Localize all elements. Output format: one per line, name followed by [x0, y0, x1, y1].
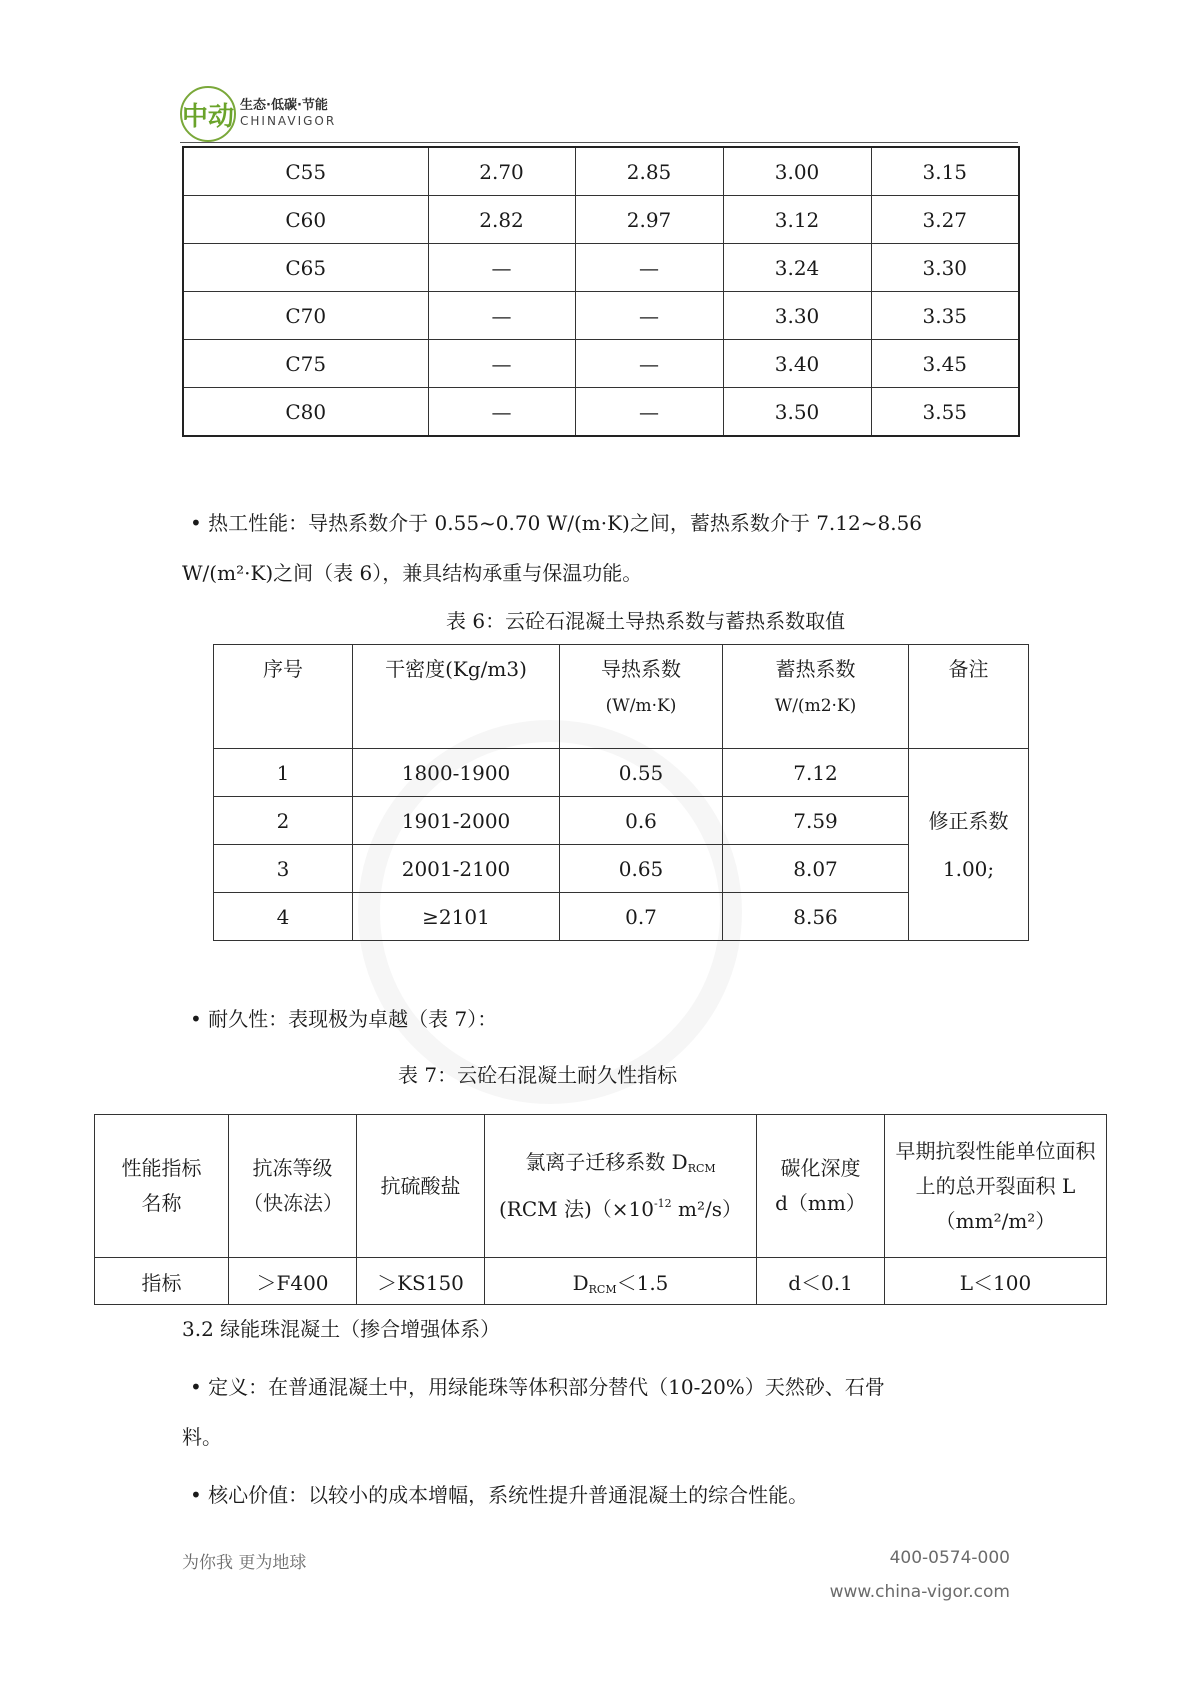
header-note: 备注 [909, 645, 1029, 749]
table-cell: C65 [183, 244, 428, 292]
header-conductivity-label: 导热系数 [601, 657, 681, 681]
header-carbonation [757, 1115, 885, 1258]
bullet-icon: • [190, 1375, 202, 1399]
table-cell: 3.00 [723, 147, 871, 196]
logo-text: 中动 [182, 102, 235, 132]
table-cell: C60 [183, 196, 428, 244]
table-header-row [95, 1115, 1107, 1258]
table-cell: 3.30 [723, 292, 871, 340]
table-cell: — [428, 340, 575, 388]
table-row [183, 244, 1019, 292]
table-row [183, 147, 1019, 196]
table-cell: 3.12 [723, 196, 871, 244]
table-cell: 7.59 [723, 797, 909, 845]
definition-paragraph-cont: 料。 [182, 1425, 222, 1449]
bullet-icon: • [190, 1007, 202, 1031]
header-chloride-unit-b: m²/s） [671, 1197, 743, 1221]
header-divider [180, 142, 1018, 143]
table-cell: — [428, 388, 575, 437]
table-cell: 4 [214, 893, 353, 941]
table-cell: 7.12 [723, 749, 909, 797]
table-cell: 0.7 [560, 893, 723, 941]
header-carbonation-label: 碳化深度 [780, 1156, 861, 1180]
table-cell: 0.65 [560, 845, 723, 893]
header-metric-name: 性能指标名称 [95, 1115, 229, 1258]
strength-table-continued [182, 146, 1020, 437]
header-conductivity [560, 645, 723, 749]
table-cell: — [575, 292, 723, 340]
table-row [95, 1258, 1107, 1305]
bullet-icon: • [190, 1483, 202, 1507]
table-cell: 2001-2100 [353, 845, 560, 893]
table-row [214, 797, 1029, 845]
table-cell: 8.56 [723, 893, 909, 941]
header-carbonation-unit: d（mm） [775, 1191, 866, 1215]
header-crack: 早期抗裂性能单位面积上的总开裂面积 L（mm²/m²） [885, 1115, 1107, 1258]
table-cell: 3.40 [723, 340, 871, 388]
value-chloride-sub: RCM [588, 1282, 617, 1296]
definition-line1: 定义：在普通混凝土中，用绿能珠等体积部分替代（10-20%）天然砂、石骨 [208, 1375, 885, 1399]
table-cell: C80 [183, 388, 428, 437]
header-chloride-unit-a: (RCM 法)（×10 [498, 1197, 654, 1221]
company-logo [180, 86, 236, 142]
header-storage [723, 645, 909, 749]
core-value-paragraph [190, 1482, 1040, 1508]
durability-paragraph [190, 1006, 497, 1032]
table-cell: 0.55 [560, 749, 723, 797]
table-cell: 3.27 [871, 196, 1019, 244]
table-cell: 2.82 [428, 196, 575, 244]
header-slogan: 生态·低碳·节能 [240, 98, 328, 113]
table-row [183, 292, 1019, 340]
table-row [183, 340, 1019, 388]
header-storage-label: 蓄热系数 [775, 657, 856, 681]
header-density: 干密度(Kg/m3) [353, 645, 560, 749]
table-cell: 3.30 [871, 244, 1019, 292]
thermal-paragraph-cont: W/(m²·K)之间（表 6），兼具结构承重与保温功能。 [182, 561, 643, 585]
table-cell: 3.55 [871, 388, 1019, 437]
table-row [183, 388, 1019, 437]
table-cell: — [428, 244, 575, 292]
header-brand: CHINAVIGOR [240, 114, 337, 128]
table-cell: — [428, 292, 575, 340]
table-cell: 2.85 [575, 147, 723, 196]
table-row [183, 196, 1019, 244]
table-cell: ≥2101 [353, 893, 560, 941]
table-cell: 2.97 [575, 196, 723, 244]
footer-phone: 400-0574-000 [889, 1548, 1010, 1568]
table-cell: 3.50 [723, 388, 871, 437]
value-carbonation: d＜0.1 [757, 1258, 885, 1305]
table-cell: — [575, 340, 723, 388]
value-crack: L＜100 [885, 1258, 1107, 1305]
table7-caption: 表 7：云砼石混凝土耐久性指标 [398, 1063, 678, 1087]
table-cell: 0.6 [560, 797, 723, 845]
value-sulfate: ＞KS150 [357, 1258, 485, 1305]
header-conductivity-unit: (W/m·K) [605, 696, 677, 716]
durability-table [94, 1114, 1107, 1305]
thermal-line1: 热工性能：导热系数介于 0.55~0.70 W/(m·K)之间，蓄热系数介于 7.12~8.56 [208, 511, 923, 535]
table-cell: 1901-2000 [353, 797, 560, 845]
header-storage-unit: W/(m2·K) [774, 696, 857, 716]
table-cell: C55 [183, 147, 428, 196]
table-cell: 3.45 [871, 340, 1019, 388]
table-cell: 2.70 [428, 147, 575, 196]
value-freeze: ＞F400 [229, 1258, 357, 1305]
table-cell: — [575, 388, 723, 437]
table-cell: C70 [183, 292, 428, 340]
table-row [214, 749, 1029, 797]
header-chloride-sub: RCM [687, 1162, 716, 1175]
table-cell: 3.24 [723, 244, 871, 292]
table-row [214, 845, 1029, 893]
table-cell: 1 [214, 749, 353, 797]
footer-tagline: 为你我 更为地球 [182, 1553, 307, 1573]
table6-caption: 表 6：云砼石混凝土导热系数与蓄热系数取值 [446, 609, 846, 633]
table-cell: — [575, 244, 723, 292]
row-label: 指标 [95, 1258, 229, 1305]
header-freeze: 抗冻等级（快冻法） [229, 1115, 357, 1258]
note-line1: 修正系数 [928, 808, 1009, 833]
footer-website[interactable]: www.china-vigor.com [829, 1582, 1010, 1602]
value-chloride [485, 1258, 757, 1305]
thermal-table [213, 644, 1029, 941]
value-chloride-symbol: D [572, 1270, 589, 1295]
note-cell [909, 749, 1029, 941]
header-index: 序号 [214, 645, 353, 749]
table-cell: 8.07 [723, 845, 909, 893]
table-cell: 2 [214, 797, 353, 845]
table-cell: 1800-1900 [353, 749, 560, 797]
section-title: 3.2 绿能珠混凝土（掺合增强体系） [182, 1317, 501, 1341]
table-cell: 3.15 [871, 147, 1019, 196]
table-cell: 3 [214, 845, 353, 893]
durability-text: 耐久性：表现极为卓越（表 7）： [208, 1007, 498, 1031]
table-cell: C75 [183, 340, 428, 388]
thermal-paragraph [190, 510, 1040, 536]
header-chloride-sup: -12 [653, 1197, 672, 1210]
value-chloride-limit: ＜1.5 [616, 1270, 669, 1295]
note-line2: 1.00; [942, 856, 995, 881]
definition-paragraph [190, 1374, 1040, 1400]
table-row [214, 893, 1029, 941]
header-chloride [485, 1115, 757, 1258]
header-sulfate: 抗硫酸盐 [357, 1115, 485, 1258]
bullet-icon: • [190, 511, 202, 535]
core-value-text: 核心价值：以较小的成本增幅，系统性提升普通混凝土的综合性能。 [208, 1483, 809, 1507]
table-cell: 3.35 [871, 292, 1019, 340]
header-chloride-label: 氯离子迁移系数 D [525, 1150, 688, 1174]
table-header-row [214, 645, 1029, 749]
